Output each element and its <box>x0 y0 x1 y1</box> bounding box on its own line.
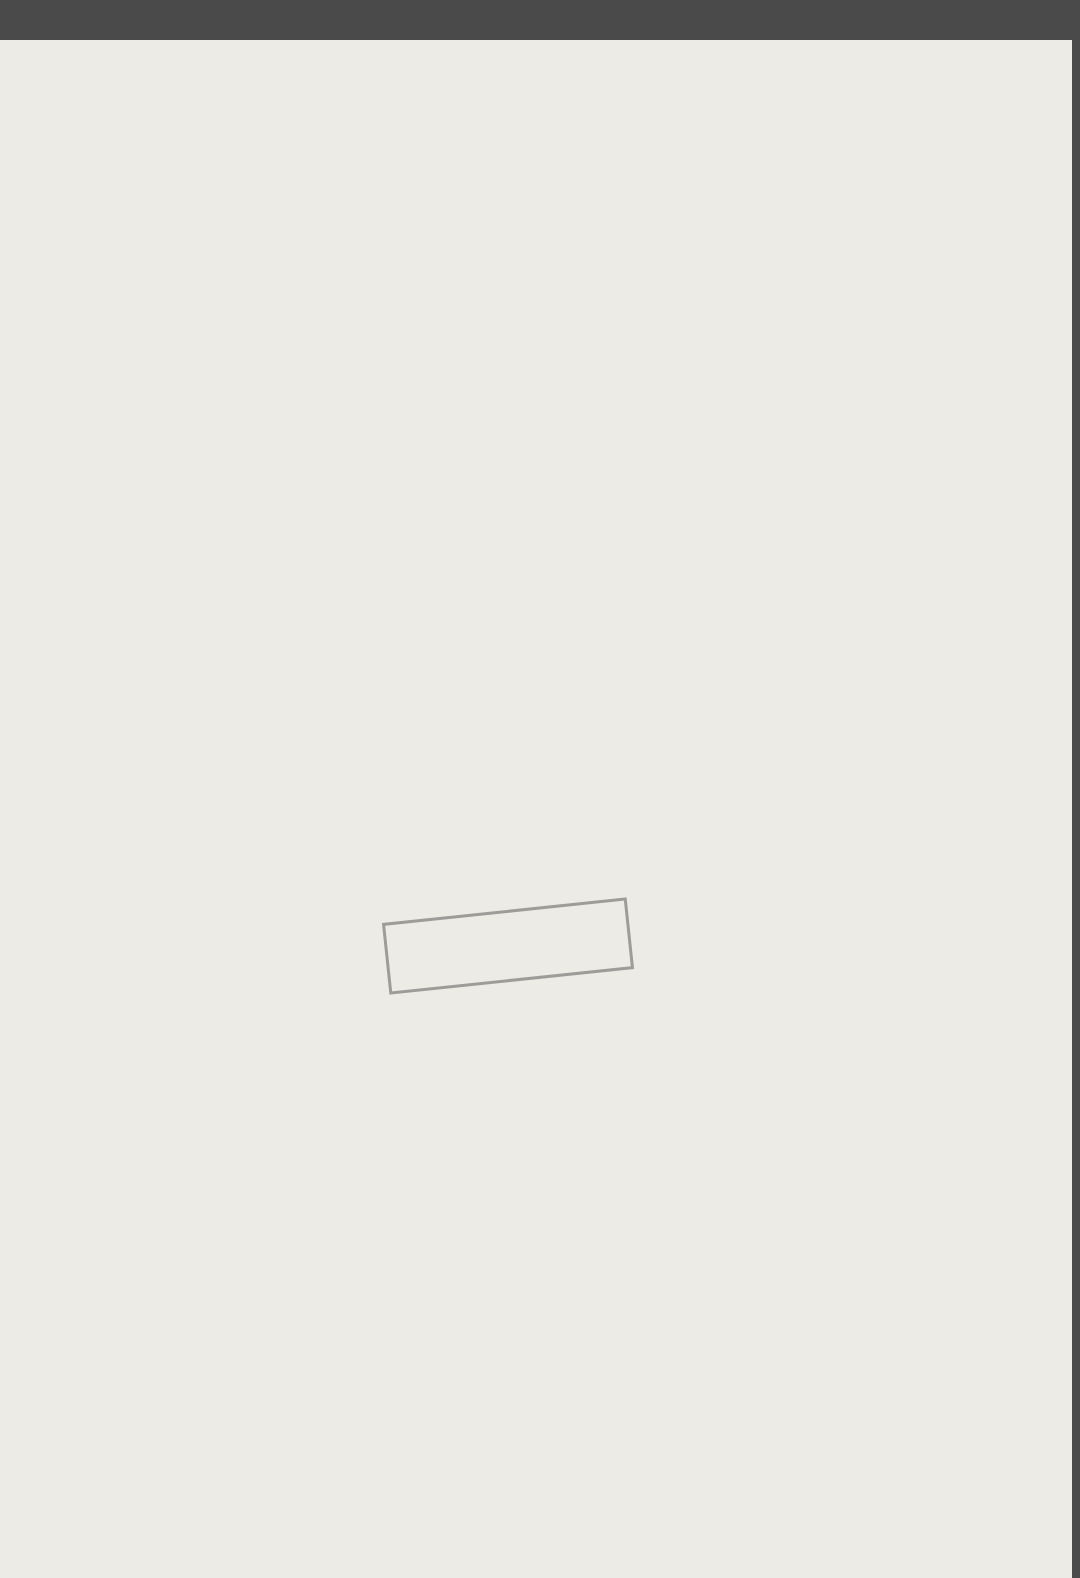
site-watermark <box>884 1502 1064 1572</box>
document-page <box>0 40 1072 1578</box>
copyright-stamp <box>382 897 634 994</box>
